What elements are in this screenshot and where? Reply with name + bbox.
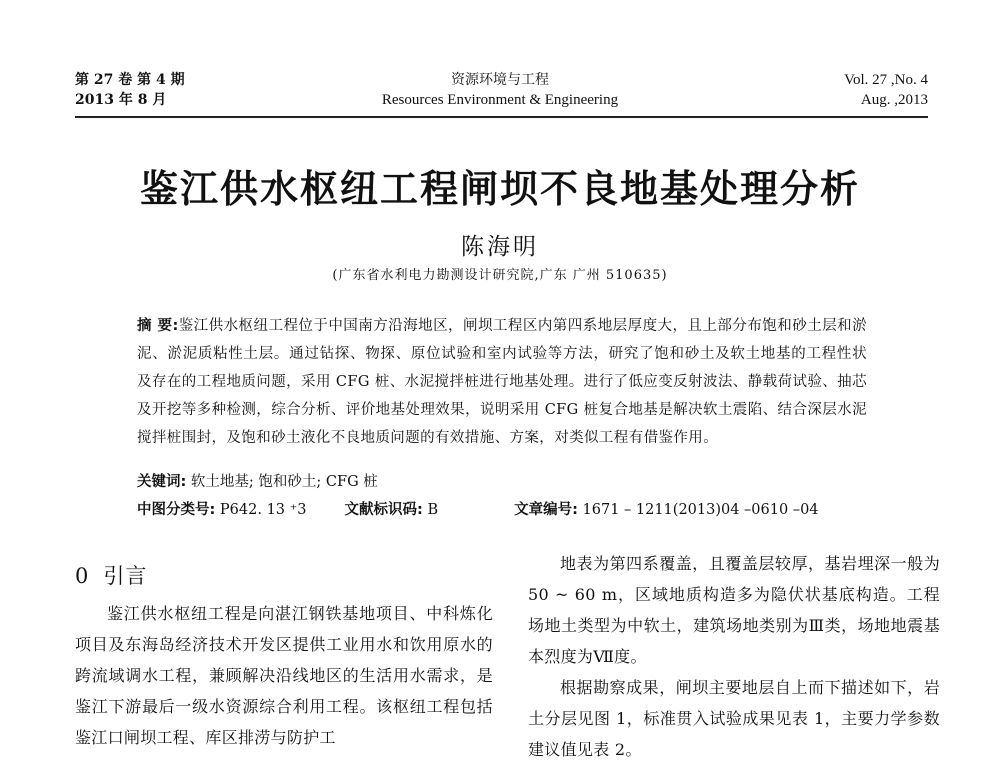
issue-volume: 第 27 卷 第 4 期	[75, 72, 185, 88]
issue-date: 2013 年 8 月	[75, 92, 167, 108]
section-title: 引言	[103, 564, 148, 588]
body-paragraph: 鉴江供水枢纽工程是向湛江钢铁基地项目、中科炼化项目及东海岛经济技术开发区提供工业用水和饮用原水的跨流域调水工程，兼顾解决沿线地区的生活用水需求，是鉴江下游最后一级水资源综合利用工程。该枢纽工程包括鉴江口闸坝工程、库区排涝与防护工	[75, 604, 493, 747]
article-number-value: 1671 – 1211(2013)04 –0610 –04	[582, 502, 819, 518]
classification-line	[137, 498, 897, 522]
abstract-text: 鉴江供水枢纽工程位于中国南方沿海地区，闸坝工程区内第四系地层厚度大，且上部分布饱和砂土层和淤泥、淤泥质粘性土层。通过钻探、物探、原位试验和室内试验等方法，研究了饱和砂土及软土地基的工程性状及存在的工程地质问题，采用 CFG 桩、水泥搅拌桩进行地基处理。进行了低应变反射波法、静载荷试验、抽芯及开挖等多种检测，综合分析、评价地基处理效果，说明采用 CFG 桩复合地基是解决软土震陷、结合深层水泥搅拌桩围封，及饱和砂土液化不良地质问题的有效措施、方案，对类似工程有借鉴作用。	[137, 318, 867, 446]
body-paragraph: 地表为第四系覆盖，且覆盖层较厚，基岩埋深一般为 50 ~ 60 m，区域地质构造多为隐伏状基底构造。工程场地土类型为中软土，建筑场地类别为Ⅲ类，场地地震基本烈度为Ⅶ度。	[528, 554, 940, 666]
volume-number: Vol. 27 ,No. 4	[844, 72, 928, 88]
journal-name	[370, 70, 630, 110]
section-heading	[75, 560, 147, 590]
clc-label: 中图分类号:	[137, 502, 216, 518]
body-right-column	[528, 548, 940, 765]
journal-name-en: Resources Environment & Engineering	[381, 92, 619, 108]
doc-code-value: B	[427, 502, 439, 518]
body-left-column	[75, 598, 493, 753]
article-author: 陈海明	[461, 234, 539, 260]
body-paragraph: 根据勘察成果，闸坝主要地层自上而下描述如下，岩土分层见图 1，标准贯入试验成果见表 1，主要力学参数建议值见表 2。	[528, 678, 940, 759]
section-number: 0	[75, 564, 90, 588]
issue-info	[75, 70, 185, 110]
article-number-label: 文章编号:	[514, 502, 578, 518]
header-rule	[75, 116, 928, 118]
keywords-label: 关键词:	[137, 474, 187, 490]
keywords-text: 软土地基; 饱和砂土; CFG 桩	[190, 474, 378, 490]
journal-name-cn: 资源环境与工程	[451, 72, 549, 88]
doc-code-label: 文献标识码:	[344, 502, 423, 518]
article-title: 鉴江供水枢纽工程闸坝不良地基处理分析	[139, 167, 860, 211]
volume-info	[844, 70, 928, 110]
author-affiliation: (广东省水利电力勘测设计研究院,广东 广州 510635)	[332, 268, 668, 283]
clc-value: P642. 13 ⁺3	[219, 502, 307, 518]
abstract-label: 摘 要:	[137, 318, 179, 334]
abstract	[137, 312, 867, 452]
keywords	[137, 470, 867, 494]
volume-date: Aug. ,2013	[860, 92, 928, 108]
